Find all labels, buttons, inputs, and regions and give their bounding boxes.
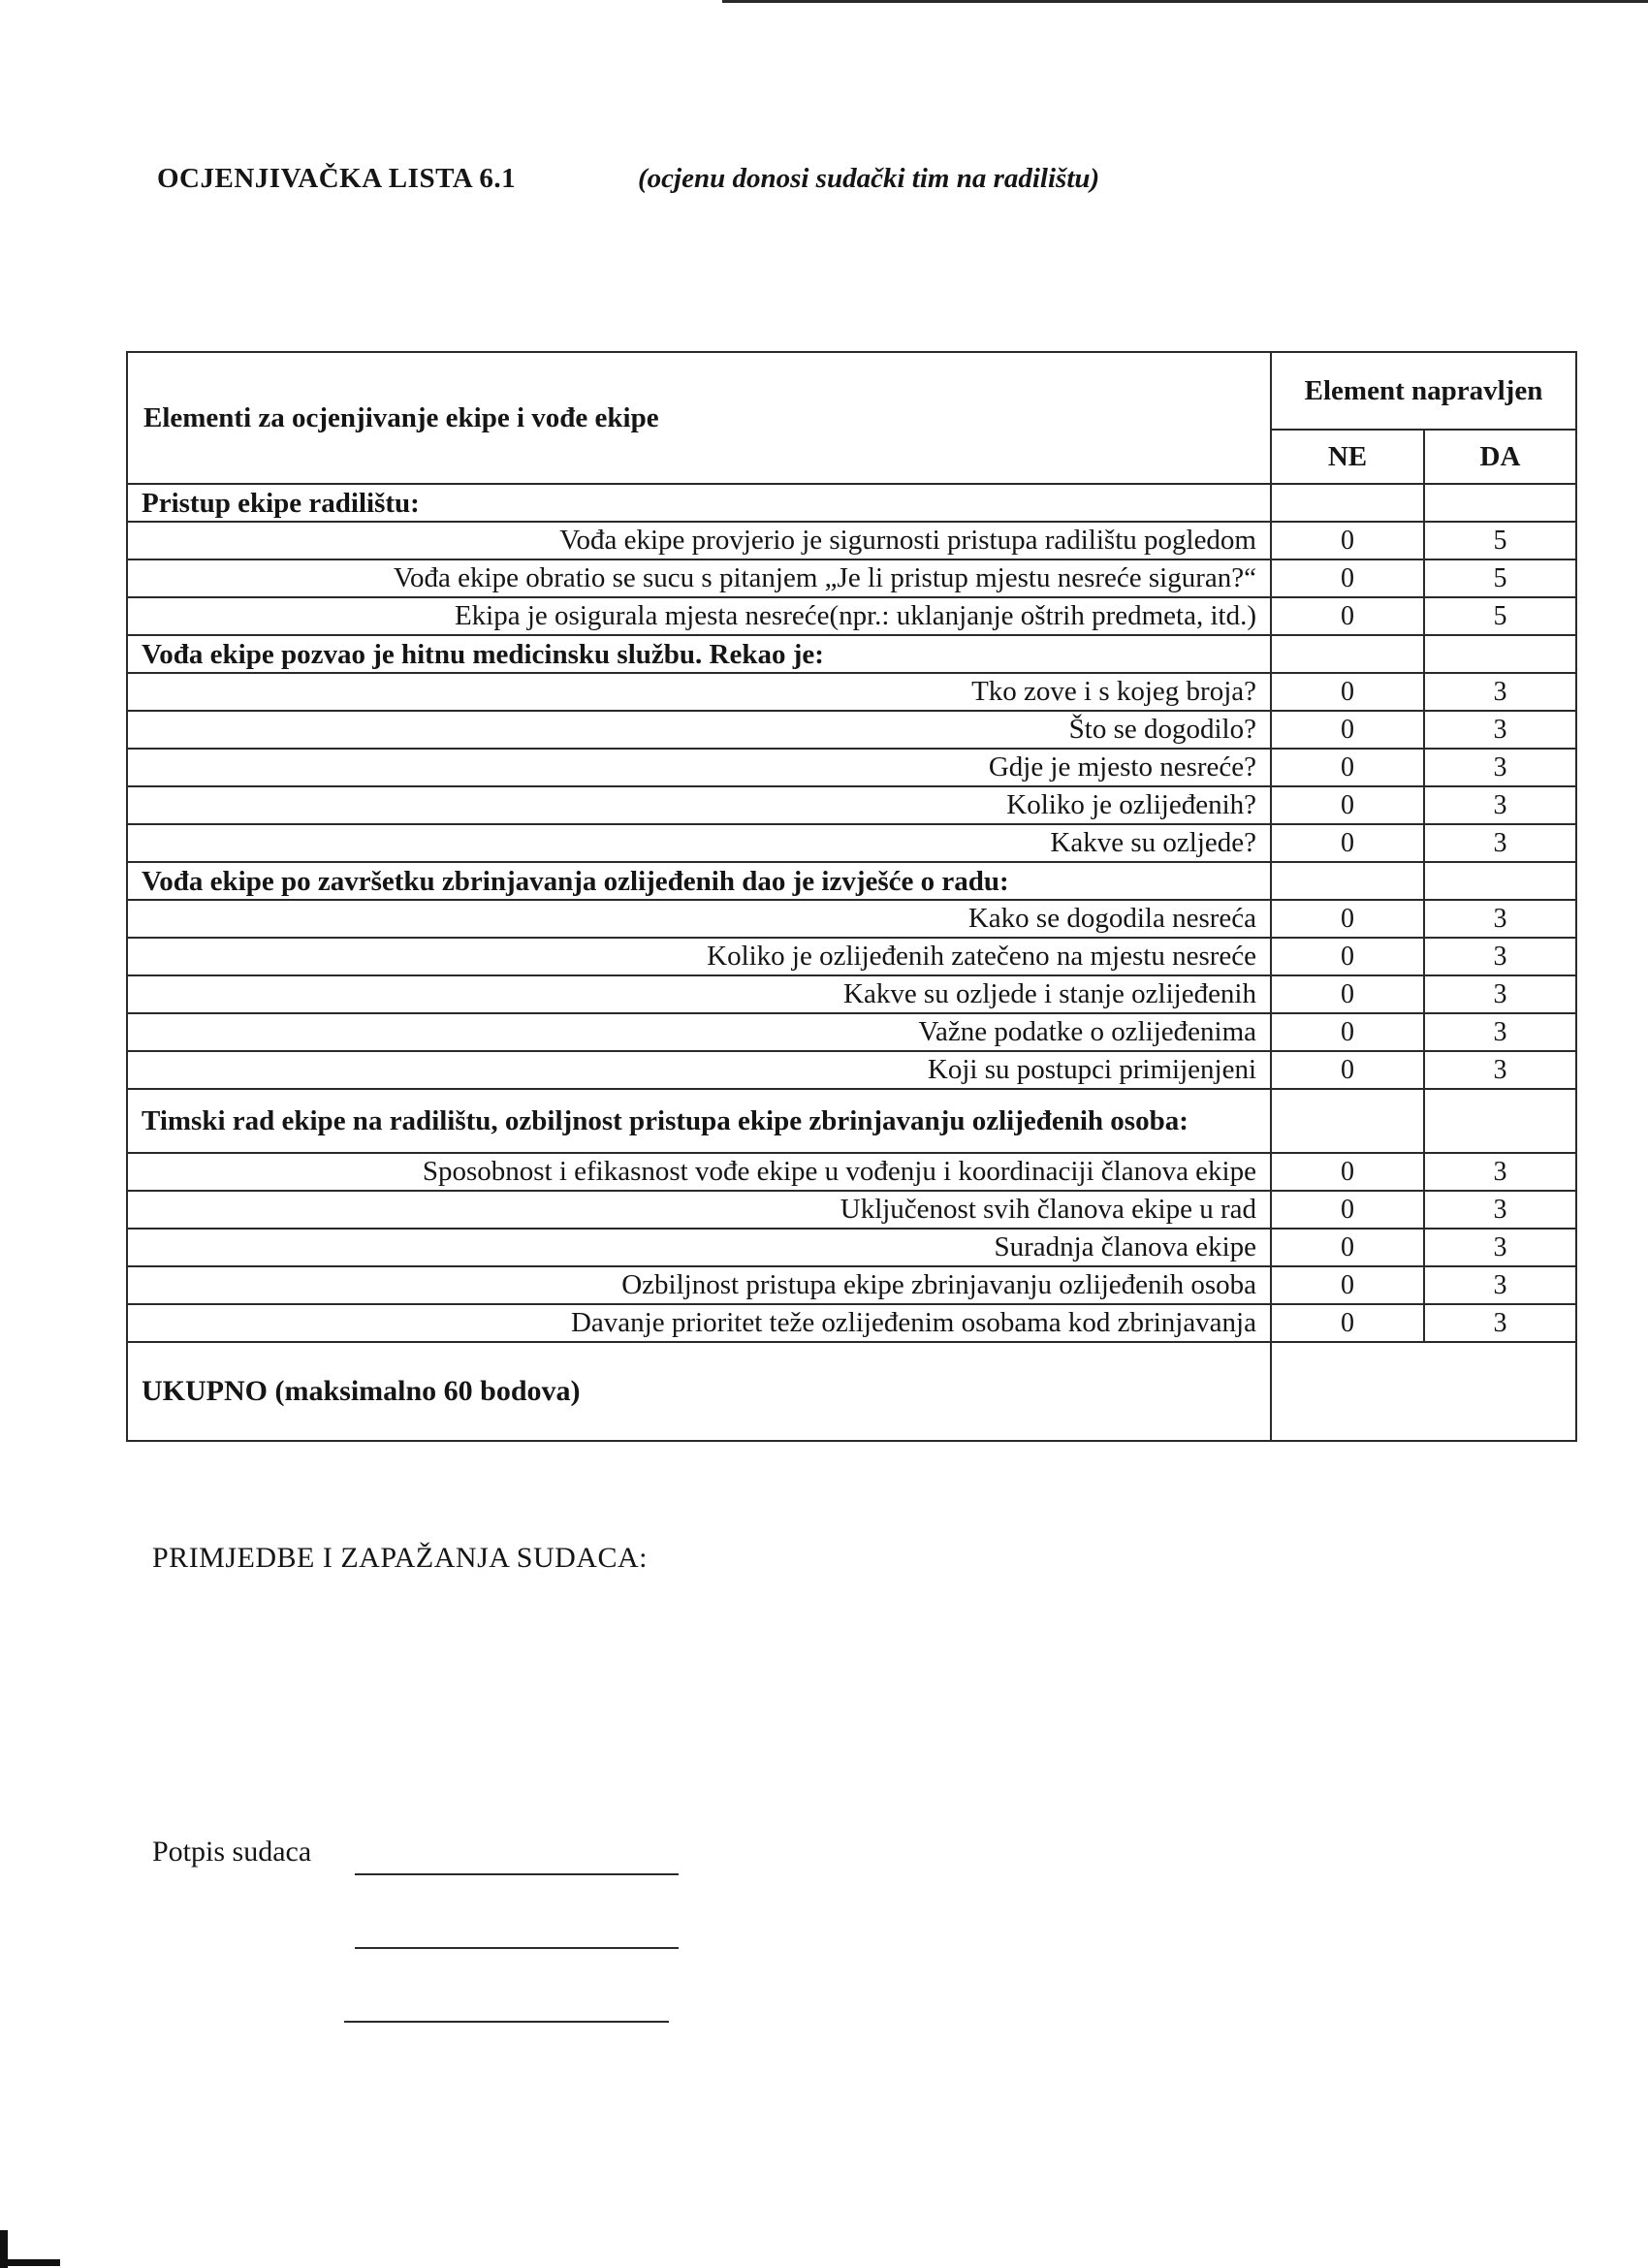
criterion-label: Sposobnost i efikasnost vođe ekipe u vođenju i koordinaciji članova ekipe <box>127 1153 1271 1191</box>
top-border-line <box>722 0 1648 3</box>
criterion-row <box>127 522 1576 559</box>
element-done-header: Element napravljen <box>1271 352 1576 430</box>
ne-score[interactable]: 0 <box>1271 1266 1424 1304</box>
criterion-label: Suradnja članova ekipe <box>127 1229 1271 1266</box>
ne-score[interactable]: 0 <box>1271 1051 1424 1089</box>
ne-score[interactable]: 0 <box>1271 1191 1424 1229</box>
section-da-empty <box>1424 484 1576 522</box>
da-score[interactable]: 3 <box>1424 711 1576 749</box>
signature-line-3[interactable] <box>344 2021 669 2023</box>
total-score-cell[interactable] <box>1271 1342 1576 1441</box>
ne-score[interactable]: 0 <box>1271 559 1424 597</box>
document-header <box>157 163 1320 202</box>
criterion-label: Kako se dogodila nesreća <box>127 900 1271 938</box>
da-score[interactable]: 3 <box>1424 1304 1576 1342</box>
section-row <box>127 484 1576 522</box>
criterion-label: Ekipa je osigurala mjesta nesreće(npr.: uklanjanje oštrih predmeta, itd.) <box>127 597 1271 635</box>
section-da-empty <box>1424 1089 1576 1153</box>
criterion-label: Kakve su ozljede? <box>127 824 1271 862</box>
ne-score[interactable]: 0 <box>1271 522 1424 559</box>
criterion-row <box>127 1051 1576 1089</box>
ne-column-header: NE <box>1271 430 1424 484</box>
criterion-label: Davanje prioritet teže ozlijeđenim osobama kod zbrinjavanja <box>127 1304 1271 1342</box>
ne-score[interactable]: 0 <box>1271 711 1424 749</box>
ne-score[interactable]: 0 <box>1271 1013 1424 1051</box>
criterion-row <box>127 1229 1576 1266</box>
criterion-label: Koliko je ozlijeđenih? <box>127 786 1271 824</box>
section-title: Timski rad ekipe na radilištu, ozbiljnost pristupa ekipe zbrinjavanju ozlijeđenih osoba: <box>127 1089 1271 1153</box>
da-score[interactable]: 3 <box>1424 1013 1576 1051</box>
criterion-label: Koji su postupci primijenjeni <box>127 1051 1271 1089</box>
section-row <box>127 1089 1576 1153</box>
section-ne-empty <box>1271 635 1424 673</box>
criterion-label: Koliko je ozlijeđenih zatečeno na mjestu nesreće <box>127 938 1271 975</box>
criterion-row <box>127 786 1576 824</box>
criterion-row <box>127 1304 1576 1342</box>
section-row <box>127 862 1576 900</box>
criterion-row <box>127 938 1576 975</box>
signature-line-2[interactable] <box>355 1947 679 1949</box>
scan-corner-mark <box>0 2230 60 2268</box>
criterion-row <box>127 1153 1576 1191</box>
da-score[interactable]: 3 <box>1424 673 1576 711</box>
da-score[interactable]: 3 <box>1424 824 1576 862</box>
criterion-row <box>127 900 1576 938</box>
ne-score[interactable]: 0 <box>1271 975 1424 1013</box>
ne-score[interactable]: 0 <box>1271 597 1424 635</box>
da-score[interactable]: 3 <box>1424 786 1576 824</box>
da-score[interactable]: 3 <box>1424 1229 1576 1266</box>
ne-score[interactable]: 0 <box>1271 1153 1424 1191</box>
section-da-empty <box>1424 862 1576 900</box>
criterion-label: Gdje je mjesto nesreće? <box>127 749 1271 786</box>
criteria-column-header: Elementi za ocjenjivanje ekipe i vođe ekipe <box>127 352 1271 484</box>
criterion-row <box>127 1013 1576 1051</box>
ne-score[interactable]: 0 <box>1271 1304 1424 1342</box>
da-score[interactable]: 5 <box>1424 597 1576 635</box>
criterion-row <box>127 711 1576 749</box>
da-score[interactable]: 3 <box>1424 1051 1576 1089</box>
signature-line-1[interactable] <box>355 1873 679 1875</box>
document-title: OCJENJIVAČKA LISTA 6.1 <box>157 163 517 194</box>
section-title: Vođa ekipe pozvao je hitnu medicinsku službu. Rekao je: <box>127 635 1271 673</box>
section-da-empty <box>1424 635 1576 673</box>
ne-score[interactable]: 0 <box>1271 938 1424 975</box>
section-title: Vođa ekipe po završetku zbrinjavanja ozlijeđenih dao je izvješće o radu: <box>127 862 1271 900</box>
ne-score[interactable]: 0 <box>1271 786 1424 824</box>
criterion-row <box>127 559 1576 597</box>
criterion-row <box>127 1266 1576 1304</box>
criterion-row <box>127 824 1576 862</box>
criterion-label: Vođa ekipe obratio se sucu s pitanjem „Je li pristup mjestu nesreće siguran?“ <box>127 559 1271 597</box>
criterion-row <box>127 975 1576 1013</box>
criterion-label: Kakve su ozljede i stanje ozlijeđenih <box>127 975 1271 1013</box>
da-score[interactable]: 3 <box>1424 975 1576 1013</box>
section-ne-empty <box>1271 1089 1424 1153</box>
da-score[interactable]: 3 <box>1424 938 1576 975</box>
ne-score[interactable]: 0 <box>1271 1229 1424 1266</box>
judges-remarks-label: PRIMJEDBE I ZAPAŽANJA SUDACA: <box>152 1542 648 1574</box>
criterion-row <box>127 749 1576 786</box>
da-score[interactable]: 3 <box>1424 1153 1576 1191</box>
section-row <box>127 635 1576 673</box>
da-score[interactable]: 3 <box>1424 1266 1576 1304</box>
scoring-table <box>126 351 1577 1442</box>
criterion-label: Važne podatke o ozlijeđenima <box>127 1013 1271 1051</box>
document-subtitle: (ocjenu donosi sudački tim na radilištu) <box>638 163 1100 194</box>
ne-score[interactable]: 0 <box>1271 749 1424 786</box>
criterion-label: Vođa ekipe provjerio je sigurnosti pristupa radilištu pogledom <box>127 522 1271 559</box>
criterion-label: Uključenost svih članova ekipe u rad <box>127 1191 1271 1229</box>
da-score[interactable]: 3 <box>1424 900 1576 938</box>
da-score[interactable]: 5 <box>1424 522 1576 559</box>
criterion-row <box>127 1191 1576 1229</box>
ne-score[interactable]: 0 <box>1271 824 1424 862</box>
total-label: UKUPNO (maksimalno 60 bodova) <box>127 1342 1271 1441</box>
criterion-label: Tko zove i s kojeg broja? <box>127 673 1271 711</box>
section-ne-empty <box>1271 484 1424 522</box>
da-score[interactable]: 5 <box>1424 559 1576 597</box>
section-ne-empty <box>1271 862 1424 900</box>
section-title: Pristup ekipe radilištu: <box>127 484 1271 522</box>
total-row <box>127 1342 1576 1441</box>
ne-score[interactable]: 0 <box>1271 900 1424 938</box>
criterion-row <box>127 673 1576 711</box>
ne-score[interactable]: 0 <box>1271 673 1424 711</box>
judges-signature-label: Potpis sudaca <box>152 1836 312 1868</box>
da-score[interactable]: 3 <box>1424 749 1576 786</box>
da-column-header: DA <box>1424 430 1576 484</box>
criterion-label: Što se dogodilo? <box>127 711 1271 749</box>
criterion-label: Ozbiljnost pristupa ekipe zbrinjavanju ozlijeđenih osoba <box>127 1266 1271 1304</box>
da-score[interactable]: 3 <box>1424 1191 1576 1229</box>
criterion-row <box>127 597 1576 635</box>
